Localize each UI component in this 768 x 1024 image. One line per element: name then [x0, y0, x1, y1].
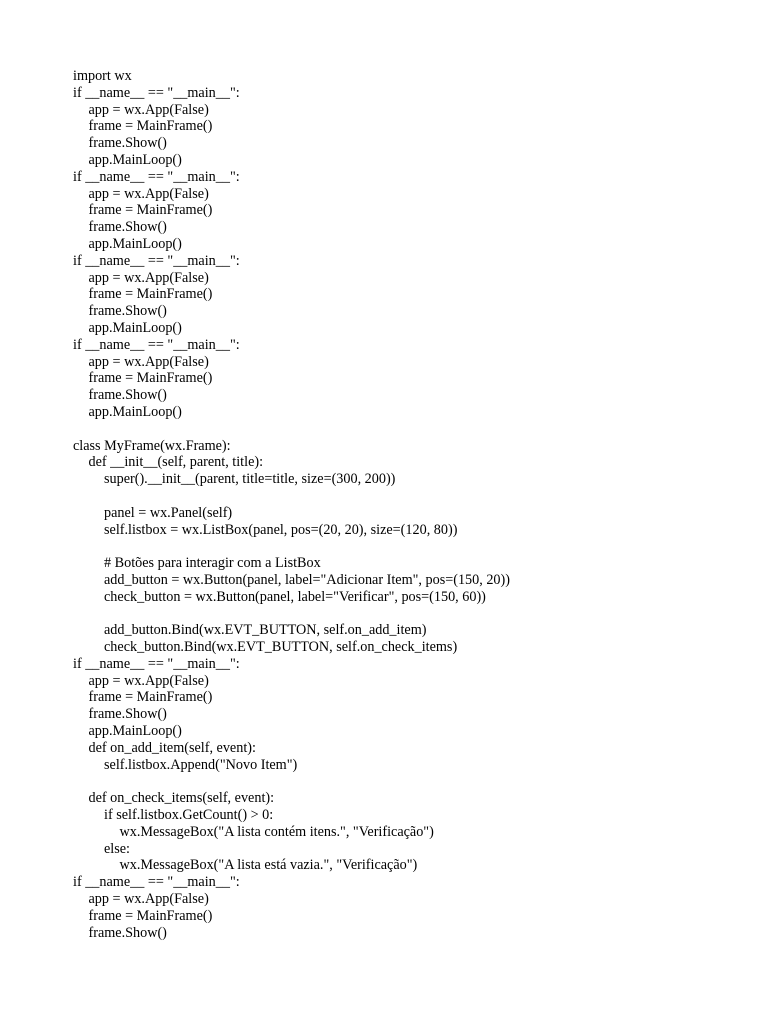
code-line: app.MainLoop() — [88, 403, 182, 420]
code-line: app = wx.App(False) — [88, 269, 209, 286]
code-line: if __name__ == "__main__": — [73, 84, 240, 101]
code-line: if __name__ == "__main__": — [73, 336, 240, 353]
code-line: frame = MainFrame() — [88, 202, 213, 219]
code-line: if __name__ == "__main__": — [73, 874, 240, 891]
code-line: app = wx.App(False) — [88, 353, 209, 370]
code-line: app.MainLoop() — [88, 723, 182, 740]
code-line: frame.Show() — [88, 219, 167, 236]
code-line: add_button.Bind(wx.EVT_BUTTON, self.on_add_item) — [104, 622, 427, 639]
code-line: frame.Show() — [88, 706, 167, 723]
code-line: self.listbox = wx.ListBox(panel, pos=(20, 20), size=(120, 80)) — [104, 521, 458, 538]
code-line: frame = MainFrame() — [88, 907, 213, 924]
code-line: # Botões para interagir com a ListBox — [104, 555, 321, 572]
code-line: def on_add_item(self, event): — [88, 739, 256, 756]
code-line: super().__init__(parent, title=title, size=(300, 200)) — [104, 471, 396, 488]
blank-line — [73, 606, 733, 623]
code-line: frame = MainFrame() — [88, 118, 213, 135]
code-line: app = wx.App(False) — [88, 672, 209, 689]
code-line: wx.MessageBox("A lista contém itens.", "Verificação") — [119, 823, 434, 840]
code-line: self.listbox.Append("Novo Item") — [104, 756, 298, 773]
code-line: frame.Show() — [88, 387, 167, 404]
code-line: add_button = wx.Button(panel, label="Adicionar Item", pos=(150, 20)) — [104, 571, 510, 588]
code-line: import wx — [73, 68, 132, 84]
code-line: wx.MessageBox("A lista está vazia.", "Verificação") — [119, 857, 418, 874]
code-line: class MyFrame(wx.Frame): — [73, 437, 231, 454]
code-line: if __name__ == "__main__": — [73, 252, 240, 269]
code-line: app = wx.App(False) — [88, 891, 209, 908]
code-line: check_button = wx.Button(panel, label="Verificar", pos=(150, 60)) — [104, 588, 486, 605]
code-line: panel = wx.Panel(self) — [104, 504, 233, 521]
code-line: frame.Show() — [88, 303, 167, 320]
code-line: def __init__(self, parent, title): — [88, 454, 264, 471]
code-line: if __name__ == "__main__": — [73, 168, 240, 185]
blank-line — [73, 538, 733, 555]
code-line: if __name__ == "__main__": — [73, 655, 240, 672]
blank-line — [73, 421, 733, 438]
code-line: app = wx.App(False) — [88, 101, 209, 118]
code-line: app.MainLoop() — [88, 151, 182, 168]
code-line: frame = MainFrame() — [88, 286, 213, 303]
blank-line — [73, 773, 733, 790]
code-line: app = wx.App(False) — [88, 185, 209, 202]
code-line: if self.listbox.GetCount() > 0: — [104, 807, 274, 824]
code-line: app.MainLoop() — [88, 319, 182, 336]
code-line: app.MainLoop() — [88, 235, 182, 252]
code-listing — [73, 68, 733, 941]
code-line: else: — [104, 840, 130, 857]
code-line: frame = MainFrame() — [88, 370, 213, 387]
blank-line — [73, 488, 733, 505]
code-line: frame.Show() — [88, 135, 167, 152]
code-line: def on_check_items(self, event): — [88, 790, 275, 807]
code-line: frame.Show() — [88, 924, 167, 941]
code-line: check_button.Bind(wx.EVT_BUTTON, self.on_check_items) — [104, 639, 458, 656]
code-line: frame = MainFrame() — [88, 689, 213, 706]
